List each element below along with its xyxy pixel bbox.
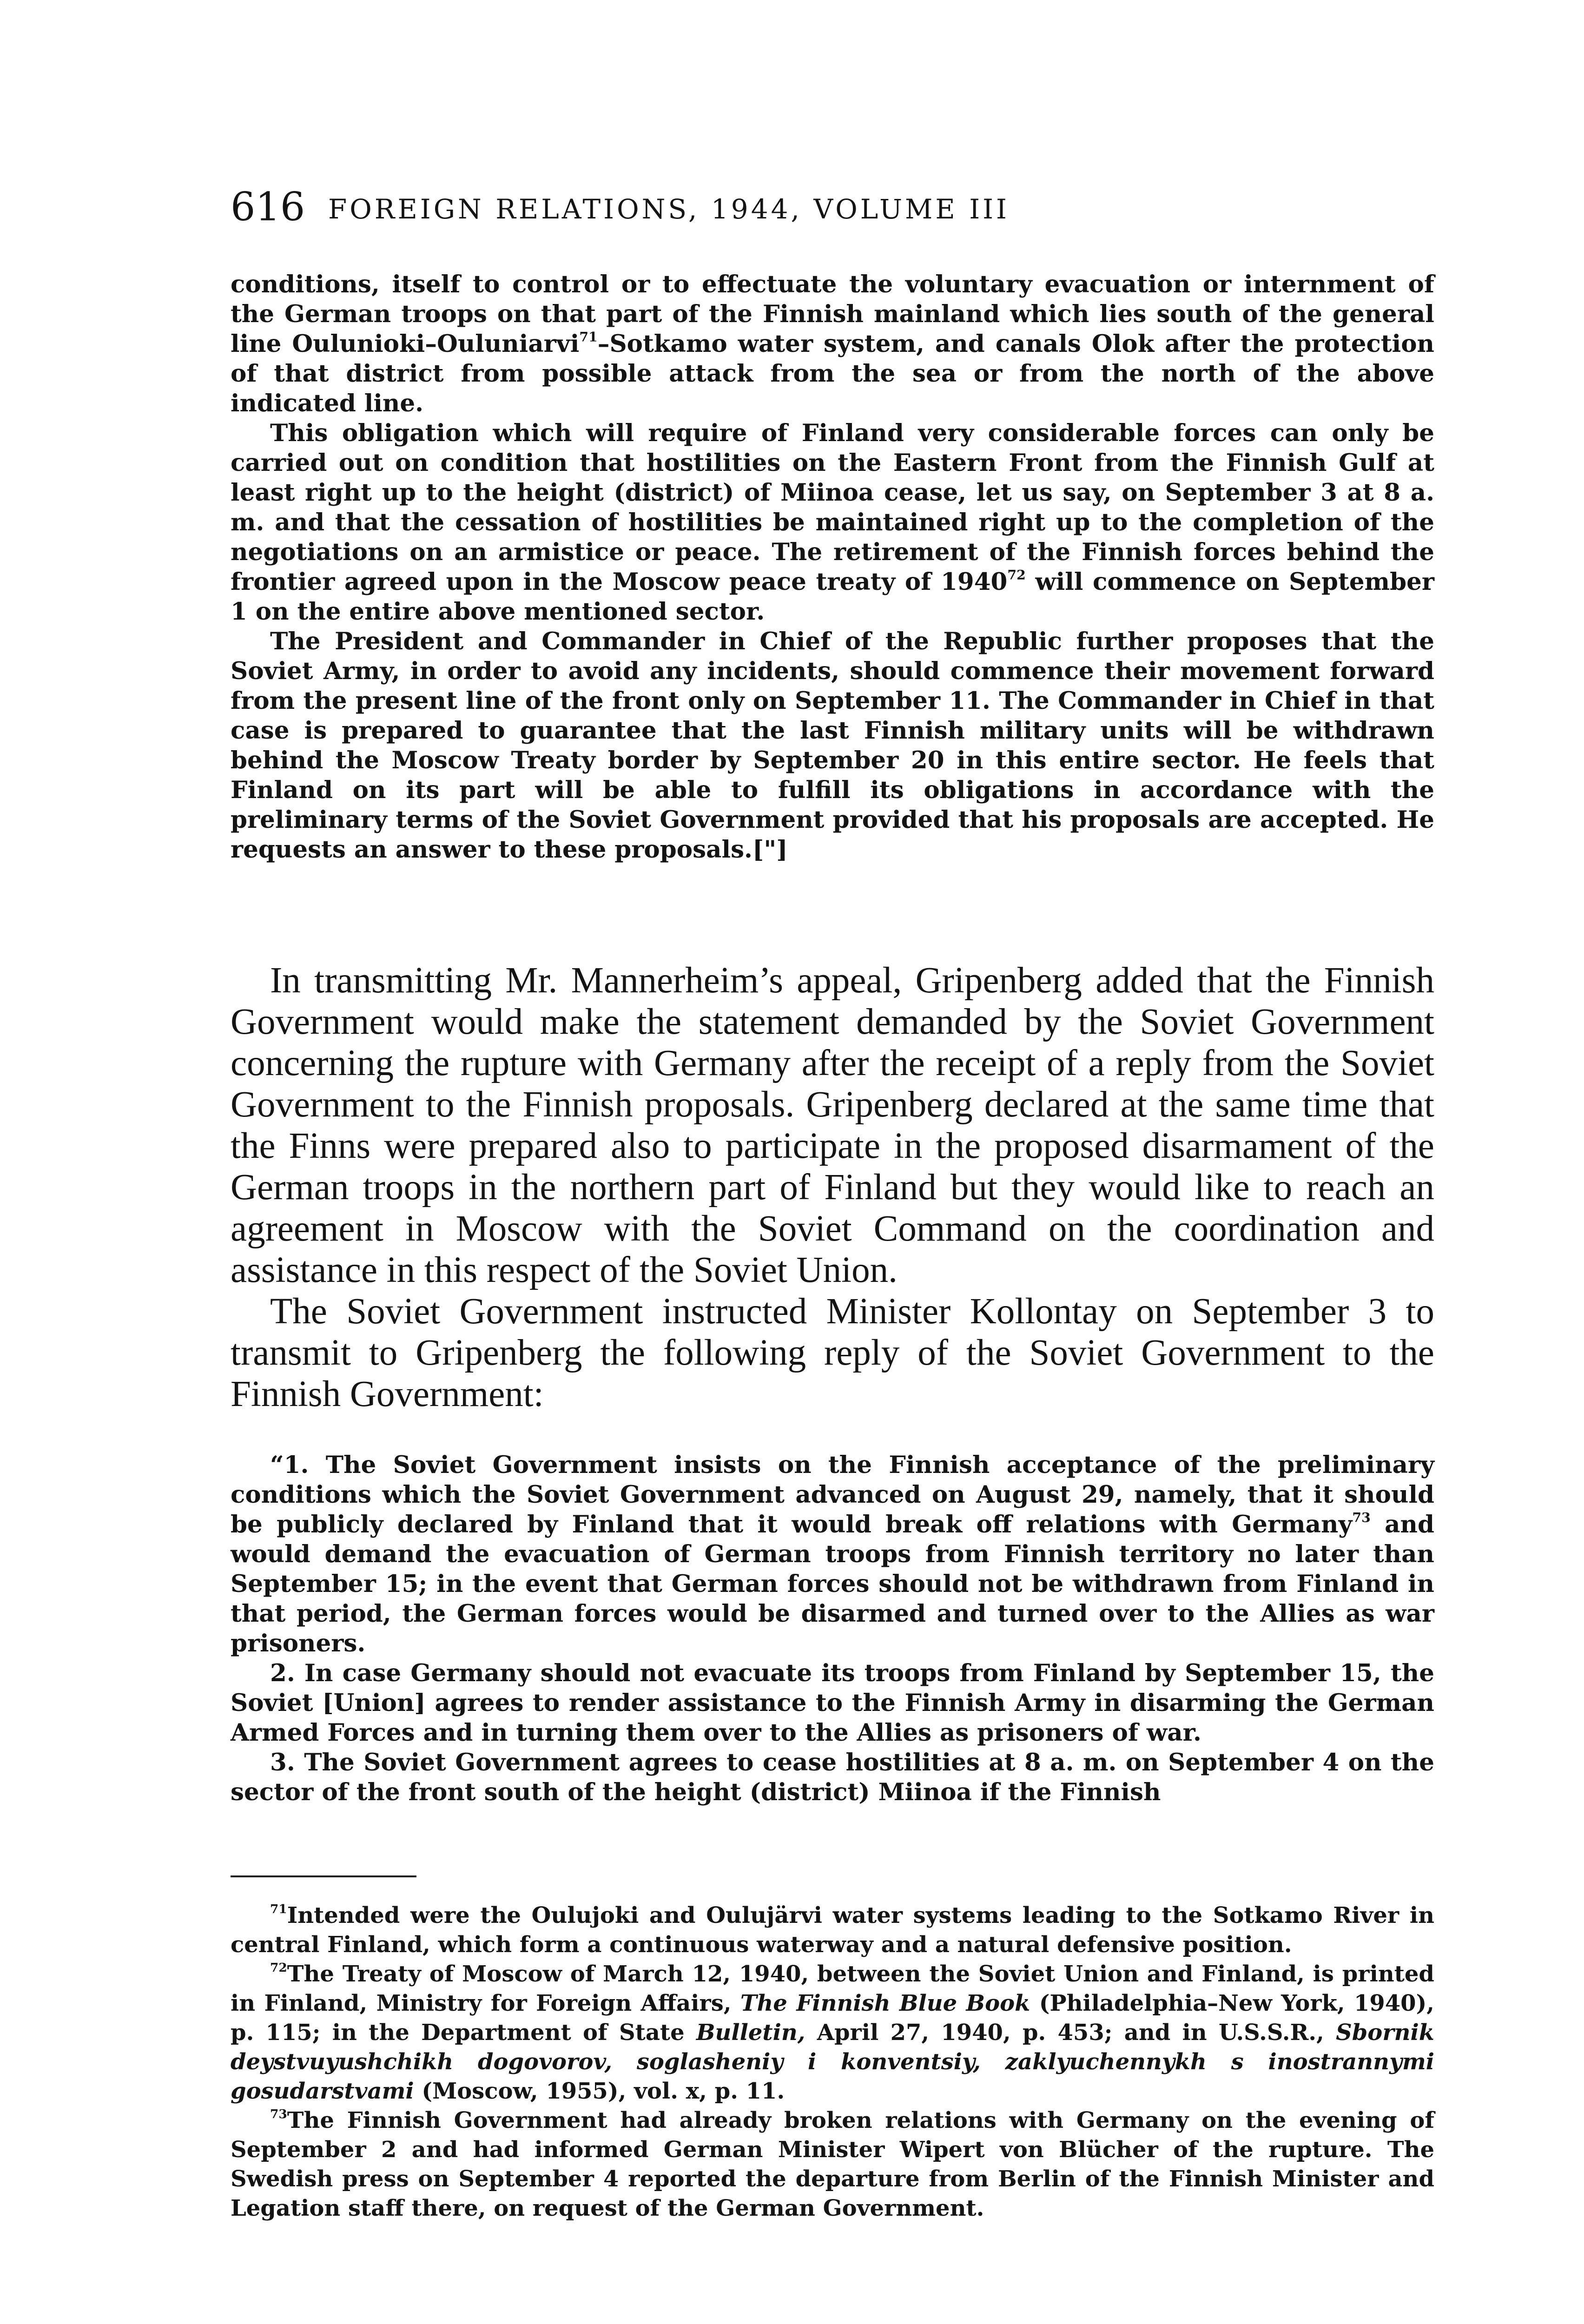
footnotes	[231, 1901, 1434, 2223]
footnote-73: $^{73}$The Finnish Government had already broken relations with Germany on the evening of September 2 and had informed German Minister Wipert von Blücher of the rupture. The Swedish press on September 4 reported the departure from Berlin of the Finnish Minister and Legation staff there, on request of the German Government.	[231, 2106, 1434, 2221]
footnote-71: $^{71}$Intended were the Oulujoki and Oulujärvi water systems leading to the Sotkamo River in central Finland, which form a continuous waterway and a natural defensive position.	[231, 1901, 1434, 1958]
citation-title-blue-book: The Finnish Blue Book	[740, 1990, 1030, 2016]
footnote-ref-72[interactable]: 72	[1007, 567, 1026, 583]
narrative-paragraph-2: The Soviet Government instructed Minister Kollontay on September 3 to transmit to Gripenberg the following reply of the Soviet Government to the Finnish Government:	[231, 1291, 1434, 1414]
footnote-divider	[231, 1875, 416, 1877]
quoted-message-soviet-reply	[231, 1450, 1434, 1807]
narrative-text	[231, 960, 1434, 1415]
quote2-paragraph-3: 3. The Soviet Government agrees to cease hostilities at 8 a. m. on September 4 on the sector of the front south of the height (district) Miinoa if the Finnish	[231, 1749, 1434, 1806]
citation-title-bulletin: Bulletin,	[696, 2020, 805, 2046]
page-header	[231, 184, 1434, 235]
narrative-paragraph-1: In transmitting Mr. Mannerheim’s appeal, Gripenberg added that the Finnish Government would make the statement demanded by the Soviet Government concerning the rupture with Germany after the receipt of a reply from the Soviet Government to the Finnish proposals. Gripenberg declared at the same time that the Finns were prepared also to participate in the proposed disarmament of the German troops in the northern part of Finland but they would like to reach an agreement in Moscow with the Soviet Command on the coordination and assistance in this respect of the Soviet Union.	[231, 960, 1434, 1290]
quote2-paragraph-2: 2. In case Germany should not evacuate its troops from Finland by September 15, the Soviet [Union] agrees to render assistance to the Finnish Army in disarming the German Armed Forces and in turning them over to the Allies as prisoners of war.	[231, 1659, 1434, 1747]
quote1-paragraph-2: This obligation which will require of Finland very considerable forces can only be carried out on condition that hostilities on the Eastern Front from the Finnish Gulf at least right up to the height (district) of Miinoa cease, let us say, on September 3 at 8 a. m. and that the cessation of hostilities be maintained right up to the completion of the negotiations on an armistice or peace. The retirement of the Finnish forces behind the frontier agreed upon in the Moscow peace treaty of 1940$^{72}$ will commence on September 1 on the entire above mentioned sector.	[231, 419, 1434, 626]
quoted-message-finnish-proposal	[231, 270, 1434, 865]
quote1-paragraph-3: The President and Commander in Chief of the Republic further proposes that the Soviet Army, in order to avoid any incidents, should commence their movement forward from the present line of the front only on September 11. The Commander in Chief in that case is prepared to guarantee that the last Finnish military units will be withdrawn behind the Moscow Treaty border by September 20 in this entire sector. He feels that Finland on its part will be able to fulfill its obligations in accordance with the preliminary terms of the Soviet Government provided that his proposals are accepted. He requests an answer to these proposals.["]	[231, 627, 1434, 864]
footnote-ref-71[interactable]: 71	[579, 329, 598, 345]
quote2-paragraph-1: “1. The Soviet Government insists on the Finnish acceptance of the preliminary conditions which the Soviet Government advanced on August 29, namely, that it should be publicly declared by Finland that it would break off relations with Germany$^{73}$ and would demand the evacuation of German troops from Finnish territory no later than September 15; in the event that German forces should not be withdrawn from Finland in that period, the German forces would be disarmed and turned over to the Allies as war prisoners.	[231, 1451, 1434, 1657]
quote1-paragraph-1: conditions, itself to control or to effectuate the voluntary evacuation or internment of the German troops on that part of the Finnish mainland which lies south of the general line Oulunioki–Ouluniarvi$^{71}$–Sotkamo water system, and canals Olok after the protection of that district from possible attack from the sea or from the north of the above indicated line.	[231, 271, 1435, 417]
running-title: FOREIGN RELATIONS, 1944, VOLUME III	[328, 193, 1010, 225]
footnote-72: $^{72}$The Treaty of Moscow of March 12, 1940, between the Soviet Union and Finland, is printed in Finland, Ministry for Foreign Affairs, The Finnish Blue Book (Philadelphia–New York, 1940), p. 115; in the Department of State Bulletin, April 27, 1940, p. 453; and in U.S.S.R., Sbornik deystvuyushchikh dogovorov, soglasheniy i konventsiy, zaklyuchennykh s inostrannymi gosudarstvami (Moscow, 1955), vol. x, p. 11.	[231, 1960, 1435, 2104]
footnote-mark-73: 73	[270, 2106, 287, 2121]
footnote-mark-72: 72	[270, 1960, 287, 1975]
citation-title-sbornik: Sbornik deystvuyushchikh dogovorov, soglasheniy i konventsiy, zaklyuchennykh s inostrannymi gosudarstvami	[231, 2020, 1434, 2104]
page-number: 616	[231, 184, 305, 230]
footnote-mark-71: 71	[270, 1901, 287, 1916]
footnote-ref-73[interactable]: 73	[1352, 1509, 1371, 1525]
